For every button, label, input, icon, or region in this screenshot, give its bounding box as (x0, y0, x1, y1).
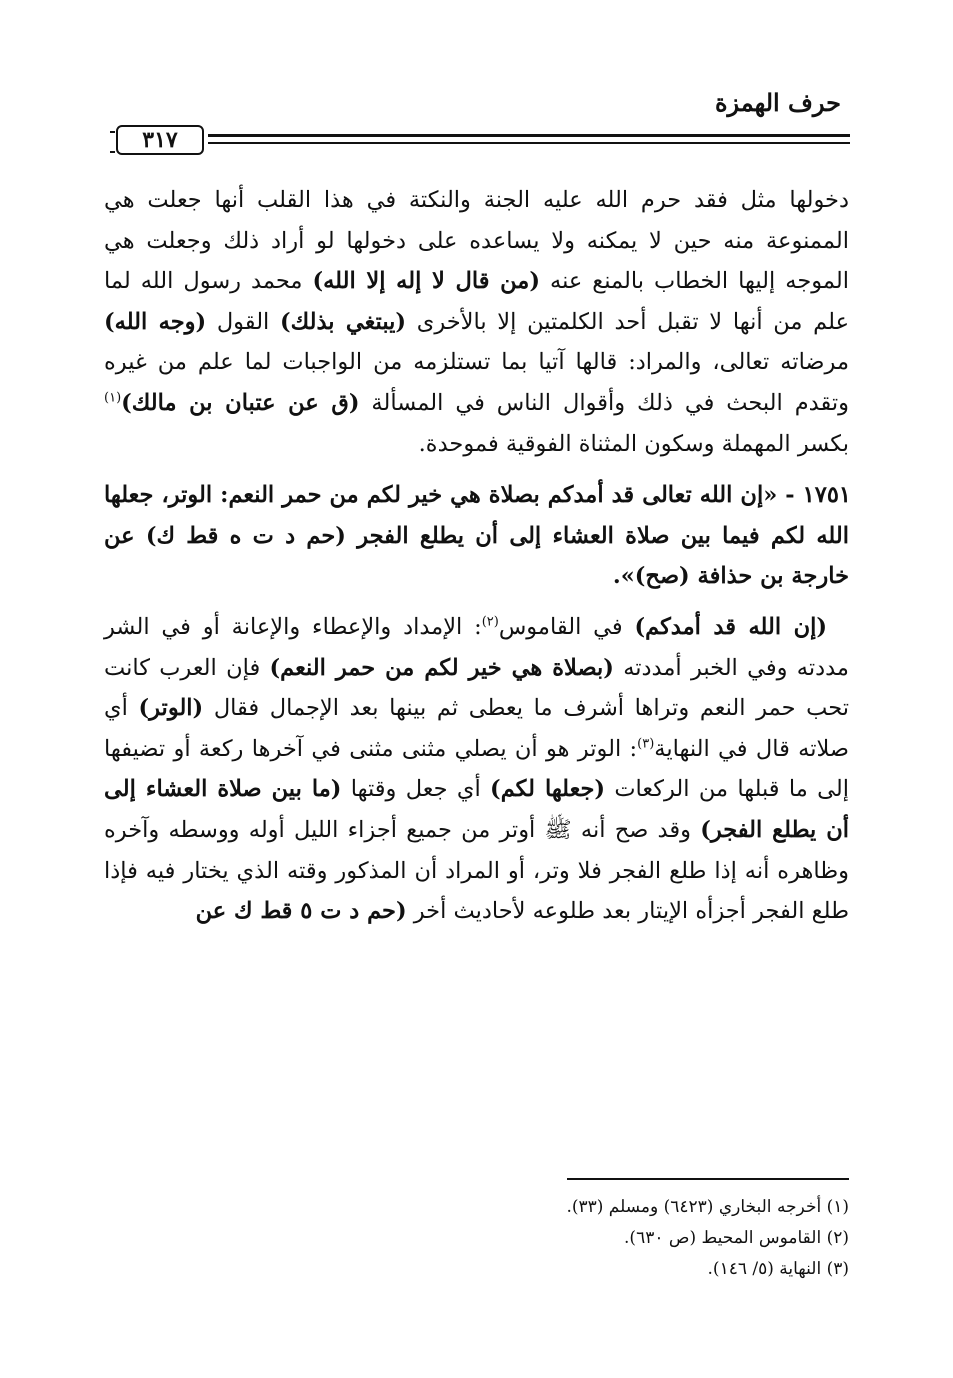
header-rule-line (208, 142, 850, 144)
text-run: أي صلاته قال في النهاية (104, 695, 849, 762)
text-run: أي جعل وقتها (341, 776, 491, 803)
footnote-marker: (٢) (481, 614, 499, 630)
text-run: محمد رسول الله لما علم من أنها لا تقبل أحد الكلمتين إلا بالأخرى (104, 268, 850, 335)
footnote-marker: (١) (104, 390, 122, 406)
footnote: (١) أخرجه البخاري (٦٤٢٣) ومسلم (٣٣). (566, 1197, 849, 1217)
text-run: : الوتر هو أن يصلي مثنى مثنى في آخرها ركعة أو تضيفها إلى ما قبلها من الركعات (104, 735, 849, 803)
footnotes (249, 1192, 849, 1285)
bold-phrase: (ما بين صلاة العشاء إلى أن يطلع الفجر) (104, 776, 849, 843)
running-title: حرف الهمزة (714, 88, 841, 117)
bold-phrase: (من قال لا إله إلا الله) (312, 268, 540, 295)
footnote: (٣) النهاية (٥/ ١٤٦). (707, 1259, 849, 1279)
text-run: وقد صح أنه ﷺ أوتر من جميع أجزاء الليل أوله ووسطه وآخره وظاهره أنه إذا طلع الفجر فلا وتر، أو المراد أن المذكور وقته الذي يختار فيه فإذا طلع الفجر أجزأه الإيتار بعد طلوعه لأحاديث أخر (104, 816, 849, 925)
page-number: ٣١٧ (116, 125, 204, 155)
footnote: (٢) القاموس المحيط (ص ٦٣٠). (624, 1228, 849, 1248)
footnote-marker: (٣) (637, 736, 655, 752)
header-rule-line (208, 134, 850, 137)
bold-phrase: (إن الله قد أمدكم) (634, 613, 827, 640)
text-run: دخولها مثل فقد حرم الله عليه الجنة والنكتة في هذا القلب أنها جعلت هي الممنوعة منه حين لا يمكنه ولا يساعده على دخولها لو أراد ذلك وجعلت هي الموجه إليها الخطاب بالمنع عنه (104, 187, 849, 295)
text-run: : الإمداد والإعطاء والإعانة أو في الشر مددته وفي الخبر أمددته (104, 613, 849, 681)
bold-phrase: (وجه الله) (104, 308, 207, 335)
main-text (104, 180, 849, 932)
bold-phrase: (الوتر) (138, 695, 204, 722)
paragraph (104, 180, 849, 464)
bold-phrase: (ق عن عتبان بن مالك) (121, 389, 360, 416)
bold-phrase: (جعلها لكم) (490, 776, 606, 803)
text-run: مرضاته تعالى، والمراد: قالها آتيا بما تستلزمه من الواجبات لما علم من غيره وتقدم البحث في ذلك وأقوال الناس في المسألة (104, 349, 849, 416)
hadith-bold: ١٧٥١ - «إن الله تعالى قد أمدكم بصلاة هي خير لكم من حمر النعم: الوتر، جعلها الله لكم فيما بين صلاة العشاء إلى أن يطلع الفجر (حم د ت ه قط ك) عن خارجة بن حذافة (صح)». (104, 482, 851, 590)
hadith-text (104, 475, 849, 597)
bold-phrase: (حم د ت ٥ قط ك عن (195, 898, 407, 925)
text-run: بكسر المهملة وسكون المثناة الفوقية فموحدة. (418, 430, 849, 457)
text-run: في القاموس (498, 613, 635, 640)
bold-phrase: (يبتغي بذلك) (280, 308, 407, 335)
commentary-paragraph (104, 607, 849, 932)
text-run: فإن العرب كانت تحب حمر النعم وتراها أشرف ما يعطى ثم بينها بعد الإجمال فقال (104, 654, 849, 722)
bold-phrase: (بصلاة هي خير لكم من حمر النعم) (269, 654, 614, 681)
text-run: القول (206, 308, 280, 335)
footnote-separator (567, 1178, 849, 1180)
header-rule (100, 125, 850, 167)
